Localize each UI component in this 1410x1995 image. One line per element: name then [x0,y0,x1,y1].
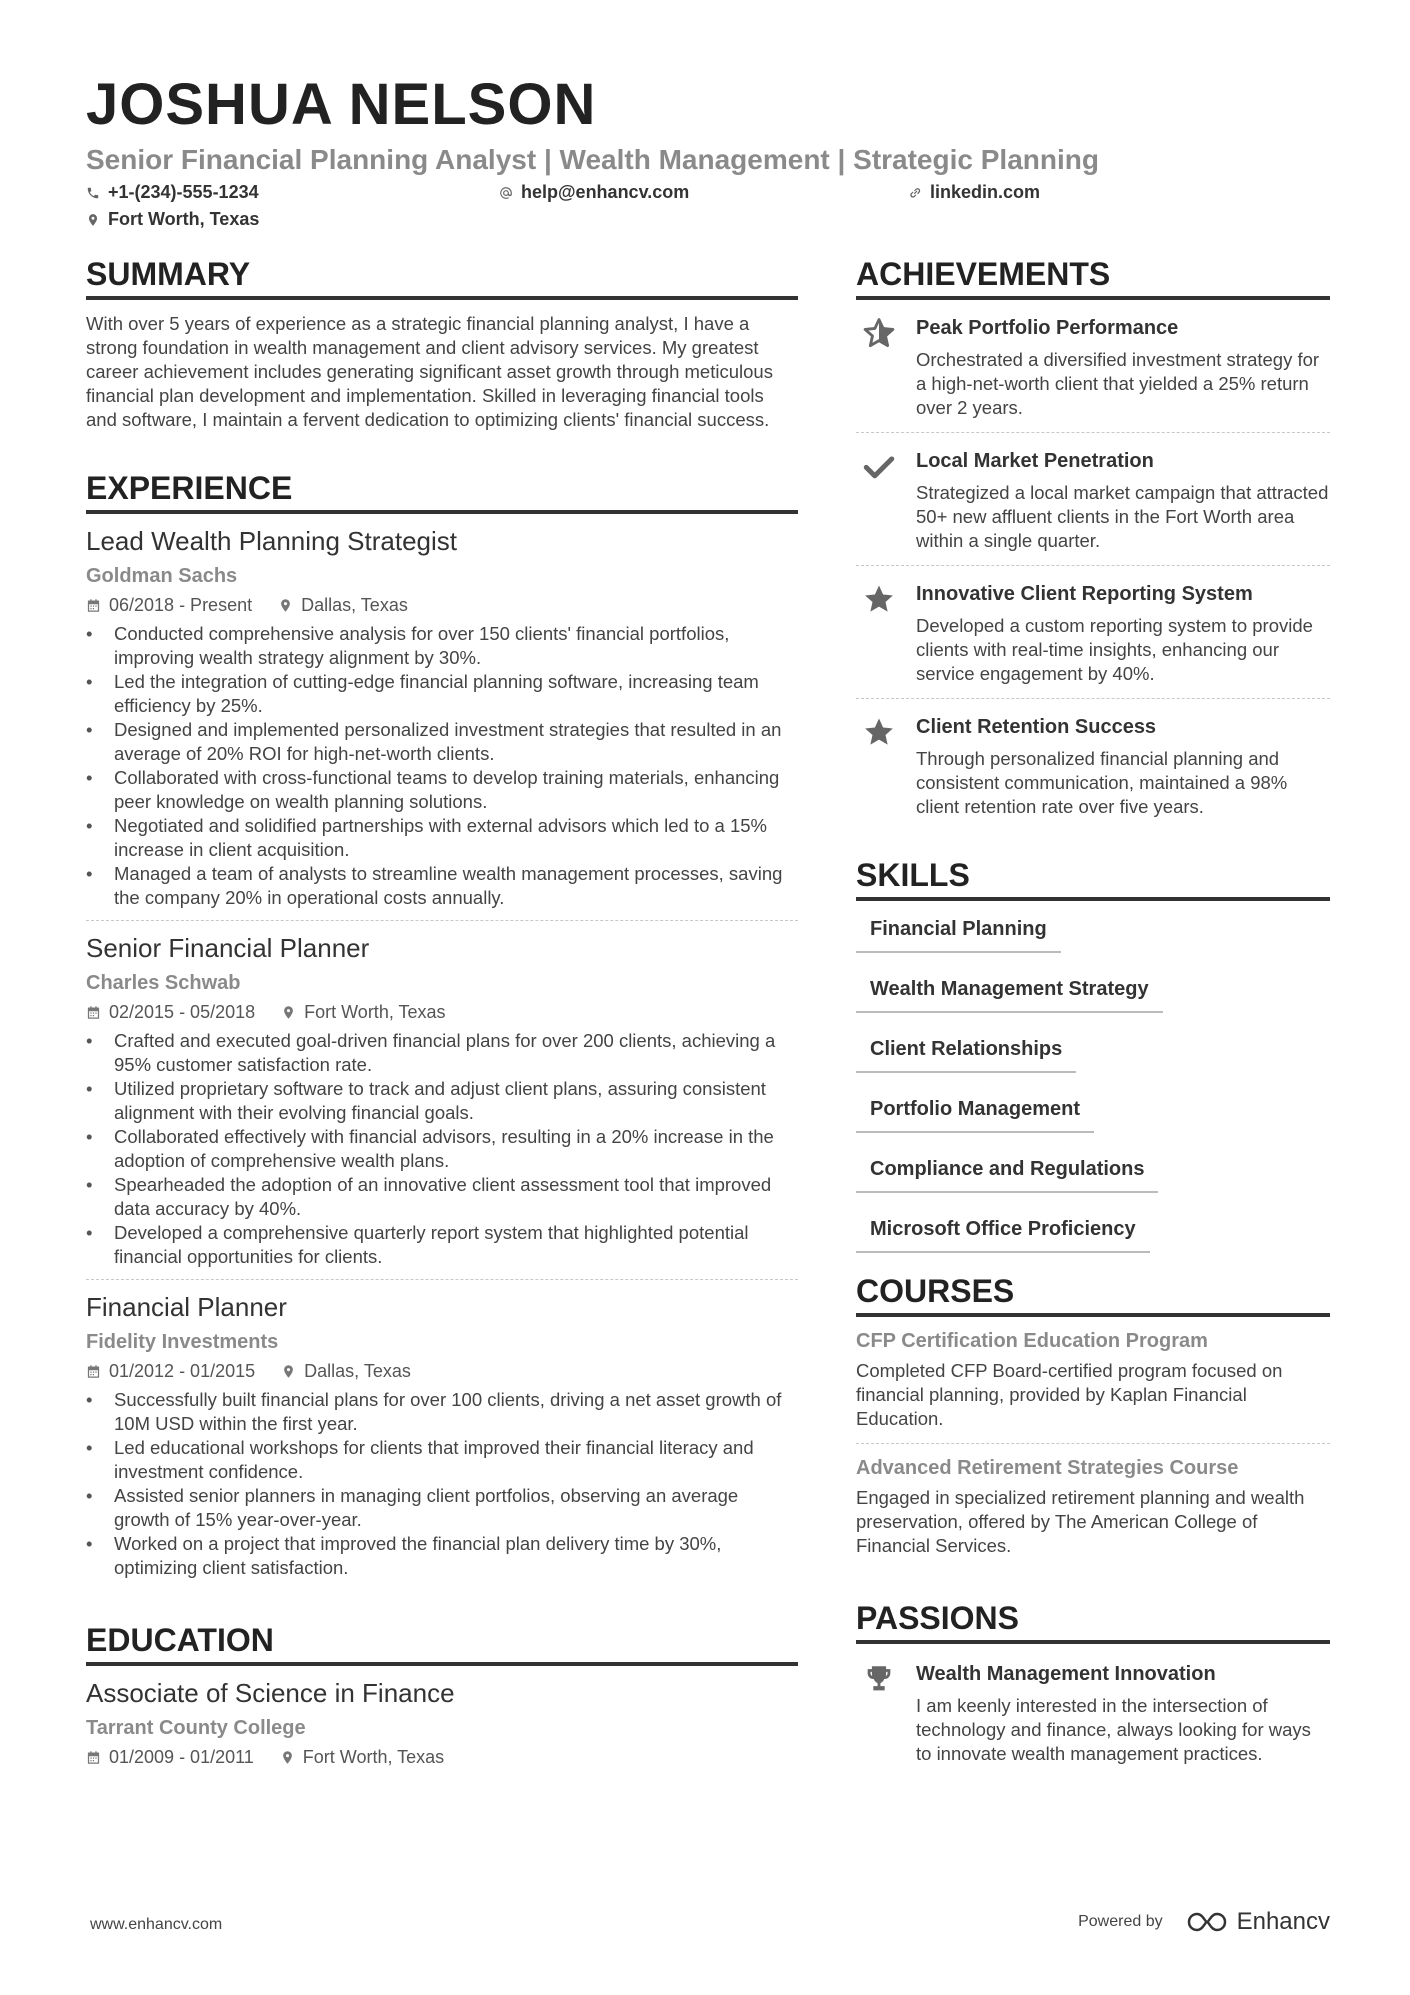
job-bullet: • Worked on a project that improved the financial plan delivery time by 30%, optimizing client satisfaction. [86,1532,798,1580]
passions-section [856,1598,1330,1778]
achievement-desc: Strategized a local market campaign that attracted 50+ new affluent clients in the Fort Worth area within a single quarter. [916,482,1329,551]
job-meta [86,999,798,1025]
calendar-icon [86,598,101,613]
summary-heading: SUMMARY [86,254,798,300]
achievement-title: Peak Portfolio Performance [916,317,1179,339]
job-bullets [86,1388,798,1580]
location-pin-icon [281,1005,296,1020]
job-dates-text: 02/2015 - 05/2018 [109,1002,256,1022]
job-dates-text: 01/2012 - 01/2015 [109,1361,256,1381]
trophy-icon [862,1662,896,1696]
job-entry [86,1279,798,1590]
education-heading: EDUCATION [86,1620,798,1666]
skill-tag: Client Relationships [856,1031,1076,1073]
job-location-text: Dallas, Texas [301,595,408,615]
location-pin-icon [86,213,100,227]
contact-email[interactable] [499,182,689,203]
course-item [856,1443,1330,1570]
calendar-icon [86,1364,101,1379]
skills-heading: SKILLS [856,855,1330,901]
achievement-item [856,300,1330,432]
education-section [86,1620,798,1770]
education-location-text: Fort Worth, Texas [302,1747,445,1767]
job-dates [86,1358,255,1384]
experience-section [86,468,798,1590]
job-bullet: • Conducted comprehensive analysis for over 150 clients' financial portfolios, improving wealth strategy alignment by 30%. [86,622,798,670]
job-dates [86,999,255,1025]
passion-desc: I am keenly interested in the intersection of technology and finance, always looking for ways to innovate wealth management practices. [916,1695,1311,1764]
achievement-desc: Orchestrated a diversified investment strategy for a high-net-worth client that yielded a 25% return over 2 years. [916,349,1320,418]
achievement-desc: Developed a custom reporting system to provide clients with real-time insights, enhancing our service engagement by 40%. [916,615,1313,684]
skill-tag: Portfolio Management [856,1091,1094,1133]
course-title: Advanced Retirement Strategies Course [856,1457,1239,1479]
contact-phone[interactable] [86,182,259,203]
job-bullet: • Negotiated and solidified partnerships with external advisors which led to a 15% increase in client acquisition. [86,814,798,862]
brand-name: Enhancv [1236,1908,1330,1935]
achievement-title: Client Retention Success [916,716,1157,738]
resume-header [86,70,1330,238]
achievements-section [856,254,1330,831]
left-column [86,254,798,1770]
job-bullet: • Utilized proprietary software to track and adjust client plans, assuring consistent alignment with their evolving financial goals. [86,1077,798,1125]
job-entry [86,920,798,1279]
skill-tag: Microsoft Office Proficiency [856,1211,1150,1253]
course-title: CFP Certification Education Program [856,1330,1208,1352]
job-bullet: • Collaborated with cross-functional teams to develop training materials, enhancing peer knowledge on wealth planning solutions. [86,766,798,814]
education-dates [86,1744,254,1770]
contact-location [86,209,259,230]
page-footer [90,1908,1330,1948]
job-bullets [86,622,798,910]
job-location [281,1358,411,1384]
job-bullet: • Developed a comprehensive quarterly report system that highlighted potential financial opportunities for clients. [86,1221,798,1269]
achievement-title: Innovative Client Reporting System [916,583,1253,605]
achievement-item [856,565,1330,698]
experience-heading: EXPERIENCE [86,468,798,514]
job-bullet: • Successfully built financial plans for over 100 clients, driving a net asset growth of 10M USD within the first year. [86,1388,798,1436]
calendar-icon [86,1750,101,1765]
job-bullet: • Designed and implemented personalized investment strategies that resulted in an average of 20% ROI for high-net-worth clients. [86,718,798,766]
passion-title: Wealth Management Innovation [916,1663,1216,1685]
achievement-title: Local Market Penetration [916,450,1154,472]
linkedin-text: linkedin.com [930,182,1041,202]
education-meta [86,1744,798,1770]
degree-title: Associate of Science in Finance [86,1678,455,1708]
job-bullet: • Assisted senior planners in managing client portfolios, observing an average growth of 15% year-over-year. [86,1484,798,1532]
job-location-text: Fort Worth, Texas [304,1002,446,1022]
course-item [856,1317,1330,1443]
achievement-item [856,698,1330,831]
job-bullet: • Collaborated effectively with financial advisors, resulting in a 20% increase in the adoption of comprehensive wealth plans. [86,1125,798,1173]
achievement-item [856,432,1330,565]
job-bullet: • Managed a team of analysts to streamline wealth management processes, saving the company 20% in operational costs annually. [86,862,798,910]
skills-list [856,911,1330,1253]
courses-heading: COURSES [856,1271,1330,1317]
email-text: help@enhancv.com [521,182,690,202]
job-bullets [86,1029,798,1269]
footer-url[interactable]: www.enhancv.com [90,1916,223,1933]
achievements-heading: ACHIEVEMENTS [856,254,1330,300]
education-dates-text: 01/2009 - 01/2011 [109,1747,254,1767]
link-icon [908,186,922,200]
course-desc: Completed CFP Board-certified program focused on financial planning, provided by Kaplan Financial Education. [856,1360,1283,1429]
location-pin-icon [280,1750,295,1765]
powered-by-label: Powered by [1078,1913,1163,1930]
job-company: Goldman Sachs [86,565,238,587]
achievement-desc: Through personalized financial planning and consistent communication, maintained a 98% client retention rate over five years. [916,748,1288,817]
right-column [856,254,1330,1778]
location-pin-icon [281,1364,296,1379]
contact-linkedin[interactable] [908,182,1040,203]
job-entry [86,524,798,920]
job-dates-text: 06/2018 - Present [109,595,253,615]
job-bullet: • Spearheaded the adoption of an innovative client assessment tool that improved data accuracy by 40%. [86,1173,798,1221]
job-title: Lead Wealth Planning Strategist [86,526,457,556]
checkmark-icon [862,449,896,483]
skills-section [856,855,1330,1253]
calendar-icon [86,1005,101,1020]
summary-text: With over 5 years of experience as a strategic financial planning analyst, I have a strong foundation in wealth management and client advisory services. My greatest career achievement includes generating significant asset growth through meticulous financial plan development and implementation. Skilled in leveraging financial tools and software, I maintain a fervent dedication to optimizing clients' financial success. [86,313,773,430]
star-icon [862,715,896,749]
job-location [278,592,408,618]
location-text: Fort Worth, Texas [108,209,260,229]
job-meta [86,1358,798,1384]
at-icon [499,186,513,200]
job-title: Financial Planner [86,1292,287,1322]
job-location [281,999,445,1025]
courses-section [856,1271,1330,1570]
course-desc: Engaged in specialized retirement planning and wealth preservation, offered by The American College of Financial Services. [856,1487,1305,1556]
footer-branding [1078,1908,1330,1936]
brand-logo[interactable] [1185,1908,1330,1936]
job-meta [86,592,798,618]
skill-tag: Wealth Management Strategy [856,971,1163,1013]
phone-text: +1-(234)-555-1234 [108,182,259,202]
job-company: Charles Schwab [86,972,241,994]
education-location [280,1744,444,1770]
contact-info [86,182,1330,238]
passion-item [856,1644,1330,1778]
candidate-tagline: Senior Financial Planning Analyst | Wealth Management | Strategic Planning [86,144,1099,175]
job-title: Senior Financial Planner [86,933,370,963]
job-dates [86,592,252,618]
star-outline-icon [862,316,896,350]
job-bullet: • Led the integration of cutting-edge financial planning software, increasing team efficiency by 25%. [86,670,798,718]
location-pin-icon [278,598,293,613]
job-bullet: • Led educational workshops for clients that improved their financial literacy and investment confidence. [86,1436,798,1484]
job-location-text: Dallas, Texas [304,1361,411,1381]
skill-tag: Compliance and Regulations [856,1151,1158,1193]
skill-tag: Financial Planning [856,911,1061,953]
job-bullet: • Crafted and executed goal-driven financial plans for over 200 clients, achieving a 95% customer satisfaction rate. [86,1029,798,1077]
enhancv-logo-icon [1185,1909,1229,1935]
resume-page [86,0,1330,1995]
candidate-name: JOSHUA NELSON [86,72,597,137]
star-icon [862,582,896,616]
school-name: Tarrant County College [86,1717,306,1739]
passions-heading: PASSIONS [856,1598,1330,1644]
job-company: Fidelity Investments [86,1331,279,1353]
phone-icon [86,186,100,200]
summary-section [86,254,798,432]
